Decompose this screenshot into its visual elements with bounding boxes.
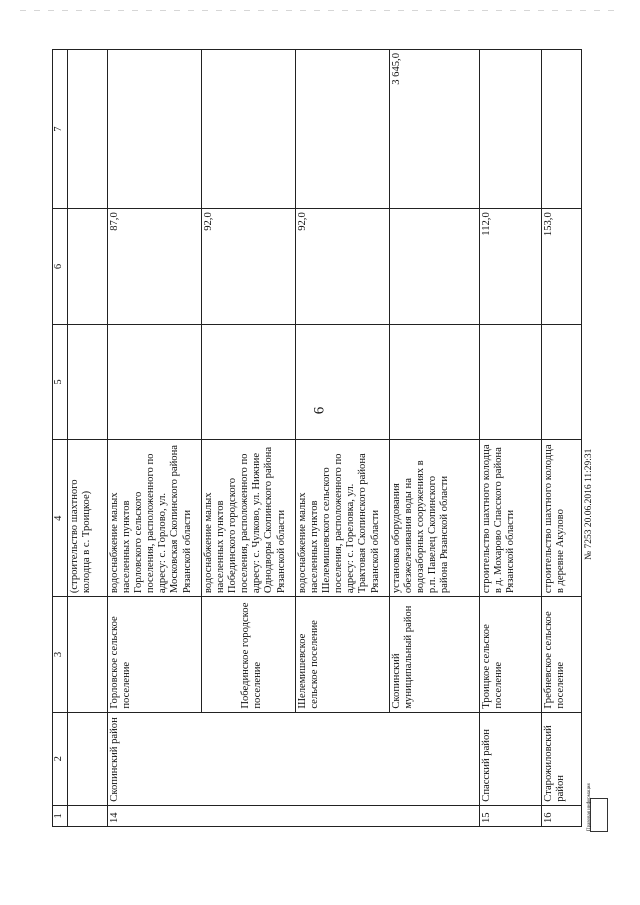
table-row bbox=[296, 50, 390, 827]
value-cell-5 bbox=[390, 324, 480, 439]
value-cell-5 bbox=[202, 324, 296, 439]
value-cell-7 bbox=[202, 50, 296, 209]
settlement-cell bbox=[68, 597, 108, 712]
scan-artifact bbox=[20, 10, 620, 11]
registration-footer: № 7253 20.06.2016 11:29:31 bbox=[584, 448, 594, 560]
object-cell: строительство шахтного колодца в деревне Акулово bbox=[542, 440, 582, 597]
header-cell: 3 bbox=[53, 597, 68, 712]
row-number: 16 bbox=[542, 805, 582, 826]
value-cell-6: 112,0 bbox=[480, 209, 542, 324]
object-cell: водоснабжение малых населенных пунктов Побединского городского поселения, расположенного по адресу: с. Чулково, ул. Нижние Однодворы Скопинского района Рязанской области bbox=[202, 440, 296, 597]
value-cell-5 bbox=[296, 324, 390, 439]
settlement-cell: Гребневское сельское поселение bbox=[542, 597, 582, 712]
value-cell-6: 92,0 bbox=[296, 209, 390, 324]
header-cell: 6 bbox=[53, 209, 68, 324]
value-cell-5 bbox=[68, 324, 108, 439]
data-table bbox=[52, 49, 582, 827]
object-cell: водоснабжение малых населенных пунктов Шелемишевского сельского поселения, расположенного по адресу: с. Гореловка, ул. Трактовая Скопинского района Рязанской области bbox=[296, 440, 390, 597]
district-cell: Скопинский район bbox=[108, 712, 480, 805]
value-cell-5 bbox=[480, 324, 542, 439]
header-cell: 5 bbox=[53, 324, 68, 439]
page-number: 6 bbox=[311, 406, 328, 415]
table-row bbox=[390, 50, 480, 827]
value-cell-5 bbox=[542, 324, 582, 439]
table-row bbox=[108, 50, 202, 827]
settlement-cell: Побединское городское поселение bbox=[202, 597, 296, 712]
value-cell-6: 87,0 bbox=[108, 209, 202, 324]
object-cell: строительство шахтного колодца в д. Мохарово Спасского района Рязанской области bbox=[480, 440, 542, 597]
table-row bbox=[542, 50, 582, 827]
value-cell-6: 153,0 bbox=[542, 209, 582, 324]
value-cell-7 bbox=[542, 50, 582, 209]
district-cell: Старожиловский район bbox=[542, 712, 582, 805]
value-cell-7 bbox=[296, 50, 390, 209]
object-cell: установка оборудования обезжелезивания воды на водозаборных сооружениях в р.п. Павелец Скопинского района Рязанской области bbox=[390, 440, 480, 597]
value-cell-7 bbox=[480, 50, 542, 209]
value-cell-6: 92,0 bbox=[202, 209, 296, 324]
object-cell: водоснабжение малых населенных пунктов Горловского сельского поселения, расположенного по адресу: с. Горлово, ул. Московская Скопинского района Рязанской области bbox=[108, 440, 202, 597]
header-cell: 1 bbox=[53, 805, 68, 826]
table-row bbox=[480, 50, 542, 827]
value-cell-7 bbox=[68, 50, 108, 209]
table-row bbox=[202, 50, 296, 827]
header-cell: 4 bbox=[53, 440, 68, 597]
value-cell-7 bbox=[108, 50, 202, 209]
header-cell: 7 bbox=[53, 50, 68, 209]
row-number: 15 bbox=[480, 805, 542, 826]
object-cell: (строительство шахтного колодца в с. Троицкое) bbox=[68, 440, 108, 597]
header-cell: 2 bbox=[53, 712, 68, 805]
settlement-cell: Скопинский муниципальный район bbox=[390, 597, 480, 712]
rotated-table-container bbox=[52, 49, 579, 827]
settlement-cell: Троицкое сельское поселение bbox=[480, 597, 542, 712]
header-row bbox=[53, 50, 68, 827]
settlement-cell: Шелемишевское сельское поселение bbox=[296, 597, 390, 712]
value-cell-6 bbox=[68, 209, 108, 324]
district-cell bbox=[68, 712, 108, 805]
row-number: 14 bbox=[108, 805, 480, 826]
value-cell-7: 3 645,0 bbox=[390, 50, 480, 209]
settlement-cell: Горловское сельское поселение bbox=[108, 597, 202, 712]
row-number bbox=[68, 805, 108, 826]
value-cell-5 bbox=[108, 324, 202, 439]
table-row bbox=[68, 50, 108, 827]
value-cell-6 bbox=[390, 209, 480, 324]
district-cell: Спасский район bbox=[480, 712, 542, 805]
registration-stamp bbox=[587, 783, 608, 832]
stamp-text: Правовая информация bbox=[587, 783, 592, 831]
